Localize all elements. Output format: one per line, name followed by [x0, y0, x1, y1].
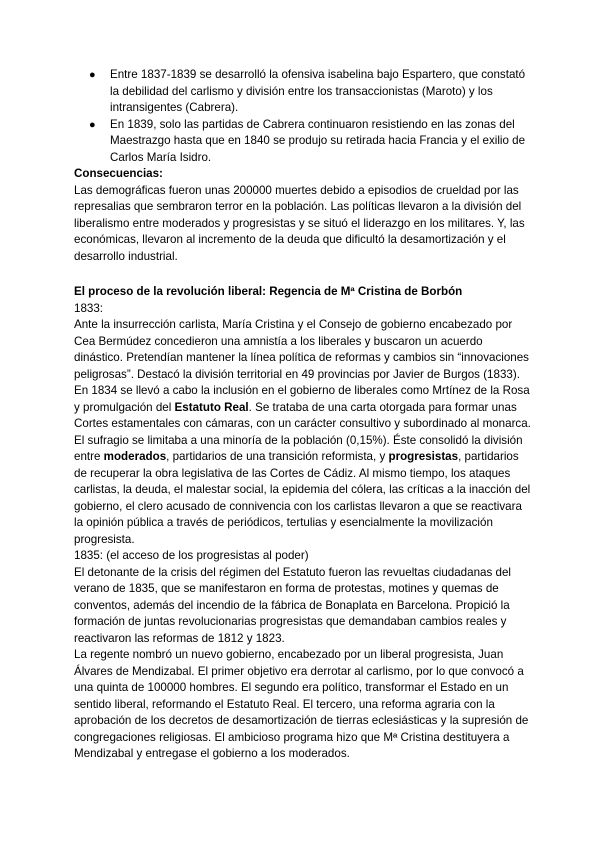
section-title: El proceso de la revolución liberal: Regencia de Mª Cristina de Borbón — [74, 285, 463, 298]
estatuto-real-term: Estatuto Real — [174, 400, 249, 414]
document-body — [74, 67, 534, 763]
consecuencias-heading: Consecuencias: — [74, 167, 163, 180]
paragraph-1835-a: El detonante de la crisis del régimen del Estatuto fueron las revueltas ciudadanas del verano de 1835, que se manifestaron en forma de protestas, motines y quemas de conventos, además del incendio de la fábrica de Bonaplata en Barcelona. Propició la formación de juntas revolucionarias progresistas que demandaban cambios reales y reactivaron las reformas de 1812 y 1823. — [74, 565, 511, 645]
paragraph-1834-text-b: . Se trataba de una carta otorgada para formar unas Cortes estamentales con cámaras, con un carácter consultivo y subordinado al monarca. El sufragio se limitaba a una minoría de la población (0,15%). Éste consolidó la división entre — [74, 400, 531, 463]
bullet-list — [74, 67, 534, 166]
paragraph-1835-b: La regente nombró un nuevo gobierno, encabezado por un liberal progresista, Juan Álvares de Mendizabal. El primer objetivo era derrotar al carlismo, por lo que convocó a una quinta de 100000 hombres. El segundo era político, transformar el Estado en un sentido liberal, reformando el Estatuto Real. El tercero, una reforma agraria con la aprobación de los decretos de desamortización de tierras eclesiásticas y la supresión de congregaciones religiosas. El ambicioso programa hizo que Mª Cristina destituyera a Mendizabal y entregase el gobierno a los moderados. — [74, 648, 529, 760]
paragraph-1834-text-c: , partidarios de una transición reformista, y — [166, 450, 389, 463]
bullet-text: En 1839, solo las partidas de Cabrera continuaron resistiendo en las zonas del Maestrazgo hasta que en 1840 se produjo su retirada hacia Francia y el exilio de Carlos María Isidro. — [110, 117, 526, 164]
paragraph-1834 — [74, 383, 534, 548]
list-item — [74, 67, 534, 117]
paragraph-1834-text-a: En 1834 se llevó a cabo la inclusión en el gobierno de liberales como Mrtínez de la Rosa y promulgación del — [74, 384, 530, 414]
bullet-text: Entre 1837-1839 se desarrolló la ofensiva isabelina bajo Espartero, que constató la debilidad del carlismo y división entre los transaccionistas (Maroto) y los intransigentes (Cabrera). — [110, 68, 526, 114]
list-item — [74, 117, 534, 167]
bullet-icon: ● — [89, 118, 96, 131]
consecuencias-paragraph: Las demográficas fueron unas 200000 muertes debido a episodios de crueldad por las represalias que sembraron terror en la población. Las políticas llevaron a la división del liberalismo entre moderados y progresistas y se situó el liderazgo en los militares. Y, las económicas, llevaron al incremento de la deuda que dificultó la desamortización y el desarrollo industrial. — [74, 183, 525, 263]
progresistas-term: progresistas — [388, 450, 459, 463]
paragraph-1833: Ante la insurrección carlista, María Cristina y el Consejo de gobierno encabezado por Cea Bermúdez concedieron una amnistía a los liberales y buscaron un acuerdo dinástico. Pretendían mantener la línea política de reformas y cambios sin “innovaciones peligrosas”. Destacó la división territorial en 49 provincias por Javier de Burgos (1833). — [74, 318, 529, 381]
moderados-term: moderados — [103, 450, 167, 463]
year-1833-label: 1833: — [74, 301, 104, 315]
bullet-icon: ● — [89, 69, 96, 81]
year-1835-label: 1835: (el acceso de los progresistas al poder) — [74, 549, 309, 562]
paragraph-1834-text-d: , partidarios de recuperar la obra legislativa de las Cortes de Cádiz. Al mismo tiempo, los ataques carlistas, la deuda, el malestar social, la epidemia del cólera, las críticas a la inacción del gobierno, el clero acusado de connivencia con los carlistas llevaron a que se reactivara la opinión pública a través de periódicos, tertulias y esencialmente la movilización progresista. — [74, 450, 531, 546]
